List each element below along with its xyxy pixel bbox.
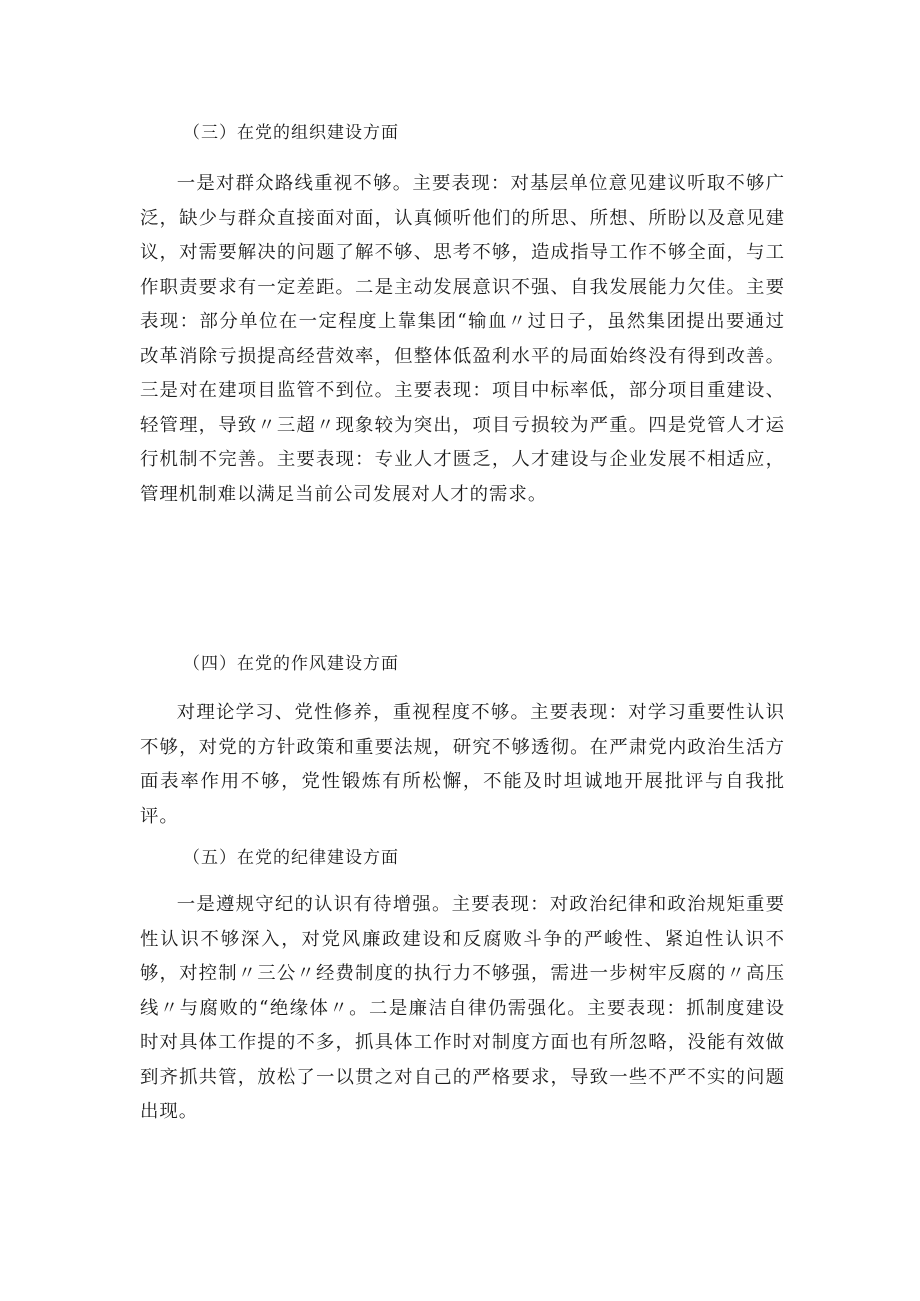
section-heading-organization: （三）在党的组织建设方面 [183,123,399,143]
section-paragraph-work-style: 对理论学习、党性修养，重视程度不够。主要表现：对学习重要性认识不够，对党的方针政策和重要法规，研究不够透彻。在严肃党内政治生活方面表率作用不够，党性锻炼有所松懈，不能及时坦诚地开展批评与自我批评。 [140,702,785,827]
section-heading-discipline: （五）在党的纪律建设方面 [183,848,399,868]
section-heading-work-style: （四）在党的作风建设方面 [183,654,399,674]
section-paragraph-discipline: 一是遵规守纪的认识有待增强。主要表现：对政治纪律和政治规矩重要性认识不够深入，对党风廉政建设和反腐败斗争的严峻性、紧迫性认识不够，对控制〃三公〃经费制度的执行力不够强，需进一步树牢反腐的〃高压线〃与腐败的“绝缘体〃。二是廉洁自律仍需强化。主要表现：抓制度建设时对具体工作提的不多，抓具体工作时对制度方面也有所忽略，没能有效做到齐抓共管，放松了一以贯之对自己的严格要求，导致一些不严不实的问题出现。 [140,894,785,1122]
section-paragraph-organization: 一是对群众路线重视不够。主要表现：对基层单位意见建议听取不够广泛，缺少与群众直接面对面，认真倾听他们的所思、所想、所盼以及意见建议，对需要解决的问题了解不够、思考不够，造成指导工作不够全面，与工作职责要求有一定差距。二是主动发展意识不强、自我发展能力欠佳。主要表现：部分单位在一定程度上靠集团“输血〃过日子，虽然集团提出要通过改革消除亏损提高经营效率，但整体低盈利水平的局面始终没有得到改善。三是对在建项目监管不到位。主要表现：项目中标率低，部分项目重建设、轻管理，导致〃三超〃现象较为突出，项目亏损较为严重。四是党管人才运行机制不完善。主要表现：专业人才匮乏，人才建设与企业发展不相适应，管理机制难以满足当前公司发展对人才的需求。 [140,173,785,505]
